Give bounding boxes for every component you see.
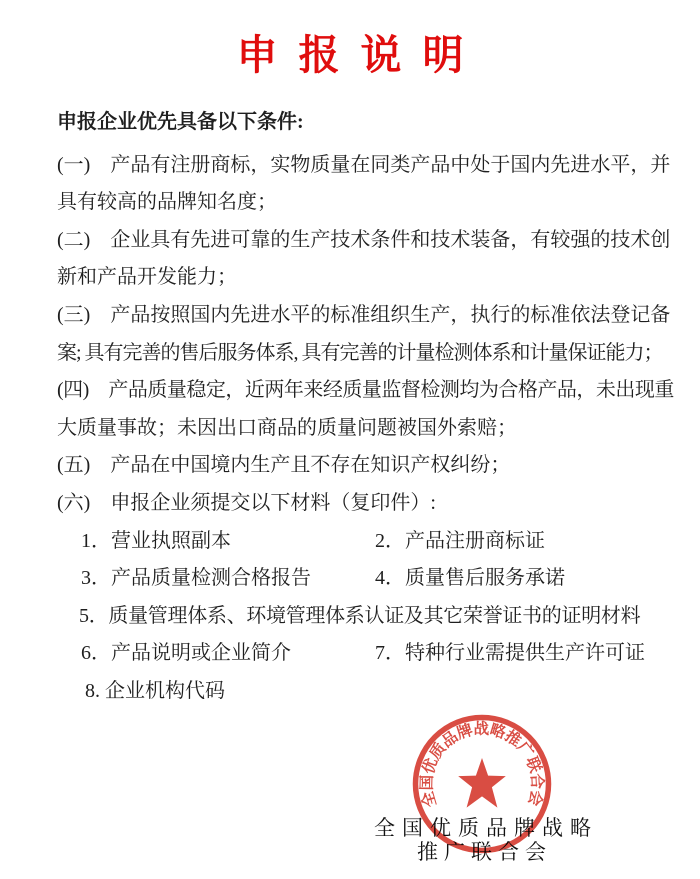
organization-name-line-1: 全国优质品牌战略	[374, 817, 598, 840]
condition-3-line-1: (三) 产品按照国内先进水平的标准组织生产，执行的标准依法登记备	[57, 303, 671, 326]
seal-arc-text: 全国优质品牌战略推广联合会	[418, 720, 546, 810]
material-item-7: 7．特种行业需提供生产许可证	[375, 642, 645, 665]
materials-row-5	[57, 673, 700, 711]
condition-4-line-1: (四) 产品质量稳定，近两年来经质量监督检测均为合格产品，未出现重	[57, 379, 674, 402]
condition-1-line-1: (一) 产品有注册商标，实物质量在同类产品中处于国内先进水平，并	[57, 153, 671, 176]
condition-5-line: (五) 产品在中国境内生产且不存在知识产权纠纷；	[57, 454, 511, 477]
condition-3-line-2: 案; 具有完善的售后服务体系, 具有完善的计量检测体系和计量保证能力；	[57, 341, 663, 364]
page-title: 申报说明	[236, 32, 485, 78]
condition-2-line-1: (二) 企业具有先进可靠的生产技术条件和技术装备，有较强的技术创	[57, 228, 671, 251]
material-item-3: 3．产品质量检测合格报告	[81, 567, 311, 590]
materials-row-2	[57, 560, 700, 598]
materials-row-4	[57, 635, 700, 673]
material-item-2: 2．产品注册商标证	[375, 529, 545, 552]
document-body	[57, 104, 700, 711]
organization-name-line-2: 推广联合会	[417, 841, 552, 864]
material-item-6: 6．产品说明或企业简介	[81, 642, 291, 665]
material-item-4: 4．质量售后服务承诺	[375, 567, 565, 590]
materials-row-3	[57, 598, 700, 636]
official-seal-stamp	[409, 711, 555, 857]
material-item-8: 8. 企业机构代码	[85, 679, 225, 702]
condition-6-line: (六) 申报企业须提交以下材料（复印件）:	[57, 491, 436, 514]
materials-row-1	[57, 523, 700, 561]
condition-1-line-2: 具有较高的品牌知名度；	[57, 191, 277, 214]
material-item-1: 1．营业执照副本	[81, 529, 231, 552]
seal-star-icon	[458, 758, 506, 808]
material-item-5: 5．质量管理体系、环境管理体系认证及其它荣誉证书的证明材料	[79, 604, 641, 627]
conditions-heading: 申报企业优先具备以下条件:	[57, 111, 304, 133]
condition-2-line-2: 新和产品开发能力；	[57, 266, 237, 289]
condition-4-line-2: 大质量事故；未因出口商品的质量问题被国外索赔；	[57, 416, 517, 439]
